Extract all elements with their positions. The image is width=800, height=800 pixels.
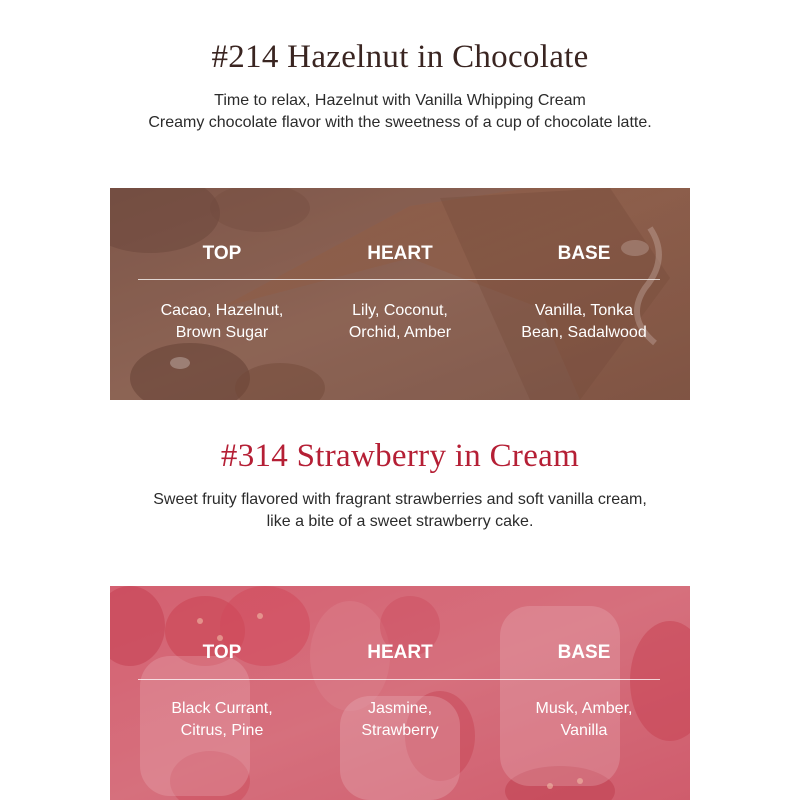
product-title-hazelnut: #214 Hazelnut in Chocolate — [211, 39, 589, 75]
note-line: Orchid, Amber — [348, 324, 452, 341]
top-notes — [132, 300, 312, 344]
note-line: Strawberry — [361, 722, 439, 739]
note-line: Vanilla — [560, 722, 608, 739]
product-title-strawberry: #314 Strawberry in Cream — [220, 438, 580, 474]
description-line: Time to relax, Hazelnut with Vanilla Whipping Cream — [214, 92, 586, 109]
note-line: Lily, Coconut, — [352, 302, 448, 319]
heart-notes — [310, 300, 490, 344]
chocolate-background-image — [110, 188, 690, 400]
top-notes — [132, 698, 312, 742]
scent-notes-panel-hazelnut — [110, 188, 690, 400]
description-line: like a bite of a sweet strawberry cake. — [266, 513, 534, 530]
column-heading-heart: HEART — [367, 642, 433, 663]
strawberry-background-image — [110, 586, 690, 800]
note-line: Brown Sugar — [175, 324, 269, 341]
note-line: Bean, Sadalwood — [521, 324, 647, 341]
column-heading-heart: HEART — [367, 243, 433, 264]
note-line: Vanilla, Tonka — [534, 302, 634, 319]
scent-notes-panel-strawberry — [110, 586, 690, 800]
column-divider — [138, 679, 660, 680]
column-heading-top: TOP — [202, 642, 242, 663]
column-heading-top: TOP — [202, 243, 242, 264]
column-heading-base: BASE — [557, 642, 611, 663]
heart-notes — [310, 698, 490, 742]
note-line: Jasmine, — [367, 700, 433, 717]
column-heading-base: BASE — [557, 243, 611, 264]
description-line: Creamy chocolate flavor with the sweetness of a cup of chocolate latte. — [148, 114, 652, 131]
product-description-strawberry — [0, 489, 800, 533]
column-divider — [138, 279, 660, 280]
product-description-hazelnut — [0, 90, 800, 134]
note-line: Cacao, Hazelnut, — [160, 302, 284, 319]
base-notes — [494, 300, 674, 344]
note-line: Musk, Amber, — [535, 700, 633, 717]
description-line: Sweet fruity flavored with fragrant strawberries and soft vanilla cream, — [153, 491, 647, 508]
note-line: Citrus, Pine — [180, 722, 264, 739]
note-line: Black Currant, — [171, 700, 273, 717]
base-notes — [494, 698, 674, 742]
